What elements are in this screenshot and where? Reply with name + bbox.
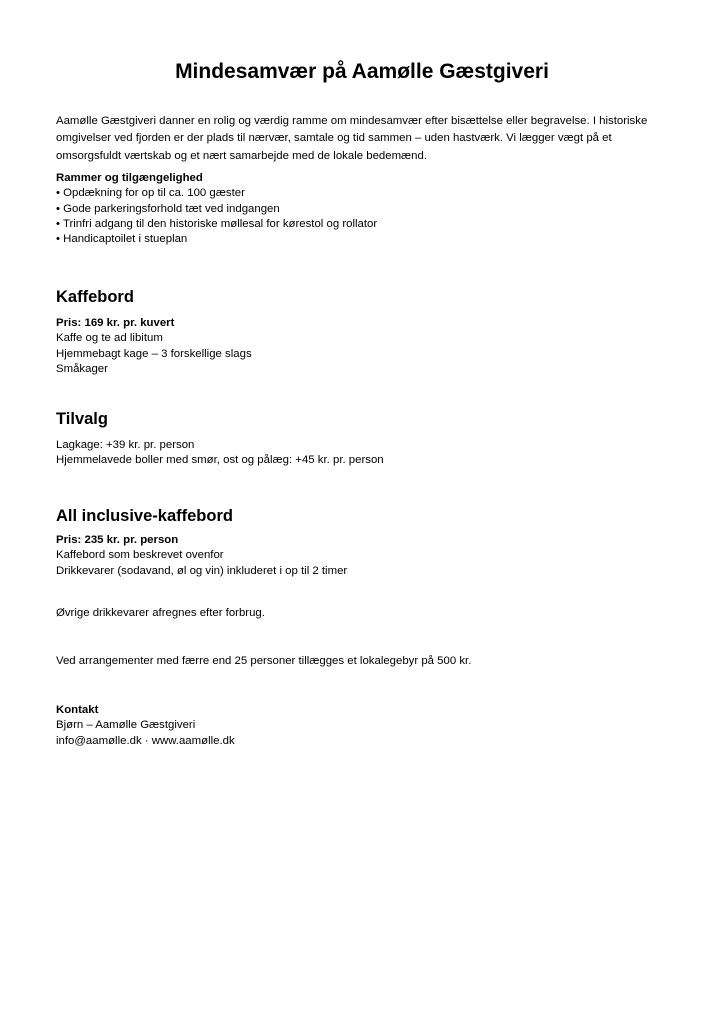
kontakt-heading: Kontakt (56, 704, 99, 716)
rammer-item: • Trinfri adgang til den historiske møllesal for kørestol og rollator (56, 217, 378, 230)
rammer-section (56, 171, 668, 247)
rammer-item: • Gode parkeringsforhold tæt ved indgangen (56, 202, 280, 215)
kaffebord-heading: Kaffebord (56, 288, 134, 306)
rammer-heading: Rammer og tilgængelighed (56, 172, 203, 184)
allinclusive-section (56, 533, 668, 579)
kaffebord-section (56, 316, 668, 377)
page-title: Mindesamvær på Aamølle Gæstgiveri (175, 60, 549, 83)
allinclusive-item: Kaffebord som beskrevet ovenfor (56, 549, 224, 562)
drinks-note (56, 606, 668, 621)
allinclusive-price: Pris: 235 kr. pr. person (56, 534, 179, 546)
allinclusive-item: Drikkevarer (sodavand, øl og vin) inkluderet i op til 2 timer (56, 564, 348, 577)
kontakt-name: Bjørn – Aamølle Gæstgiveri (56, 719, 196, 732)
kaffebord-item: Kaffe og te ad libitum (56, 332, 163, 345)
tilvalg-section (56, 438, 668, 469)
tilvalg-item: Lagkage: +39 kr. pr. person (56, 439, 195, 451)
kaffebord-item: Hjemmebagt kage – 3 forskellige slags (56, 347, 252, 360)
tilvalg-item: Hjemmelavede boller med smør, ost og pålæg: +45 kr. pr. person (56, 454, 384, 467)
drinks-note-text: Øvrige drikkevarer afregnes efter forbrug. (56, 607, 265, 619)
tilvalg-heading: Tilvalg (56, 410, 108, 428)
rammer-item: • Opdækning for op til ca. 100 gæster (56, 187, 245, 200)
fee-note-text: Ved arrangementer med færre end 25 personer tillægges et lokalegebyr på 500 kr. (56, 655, 472, 667)
intro-paragraph: Aamølle Gæstgiveri danner en rolig og værdig ramme om mindesamvær efter bisættelse eller begravelse. I historiske omgivelser ved fjorden er der plads til nærvær, samtale og tid sammen – uden hastværk. Vi lægger vægt på et omsorgsfuldt værtskab og et nært samarbejde med de lokale bedemænd. (56, 115, 648, 162)
kaffebord-price: Pris: 169 kr. pr. kuvert (56, 317, 175, 329)
rammer-item: • Handicaptoilet i stueplan (56, 233, 188, 246)
kontakt-line: info@aamølle.dk · www.aamølle.dk (56, 734, 235, 747)
kaffebord-item: Småkager (56, 362, 108, 375)
allinclusive-heading: All inclusive-kaffebord (56, 507, 233, 525)
kontakt-section (56, 703, 668, 749)
fee-note (56, 654, 668, 669)
